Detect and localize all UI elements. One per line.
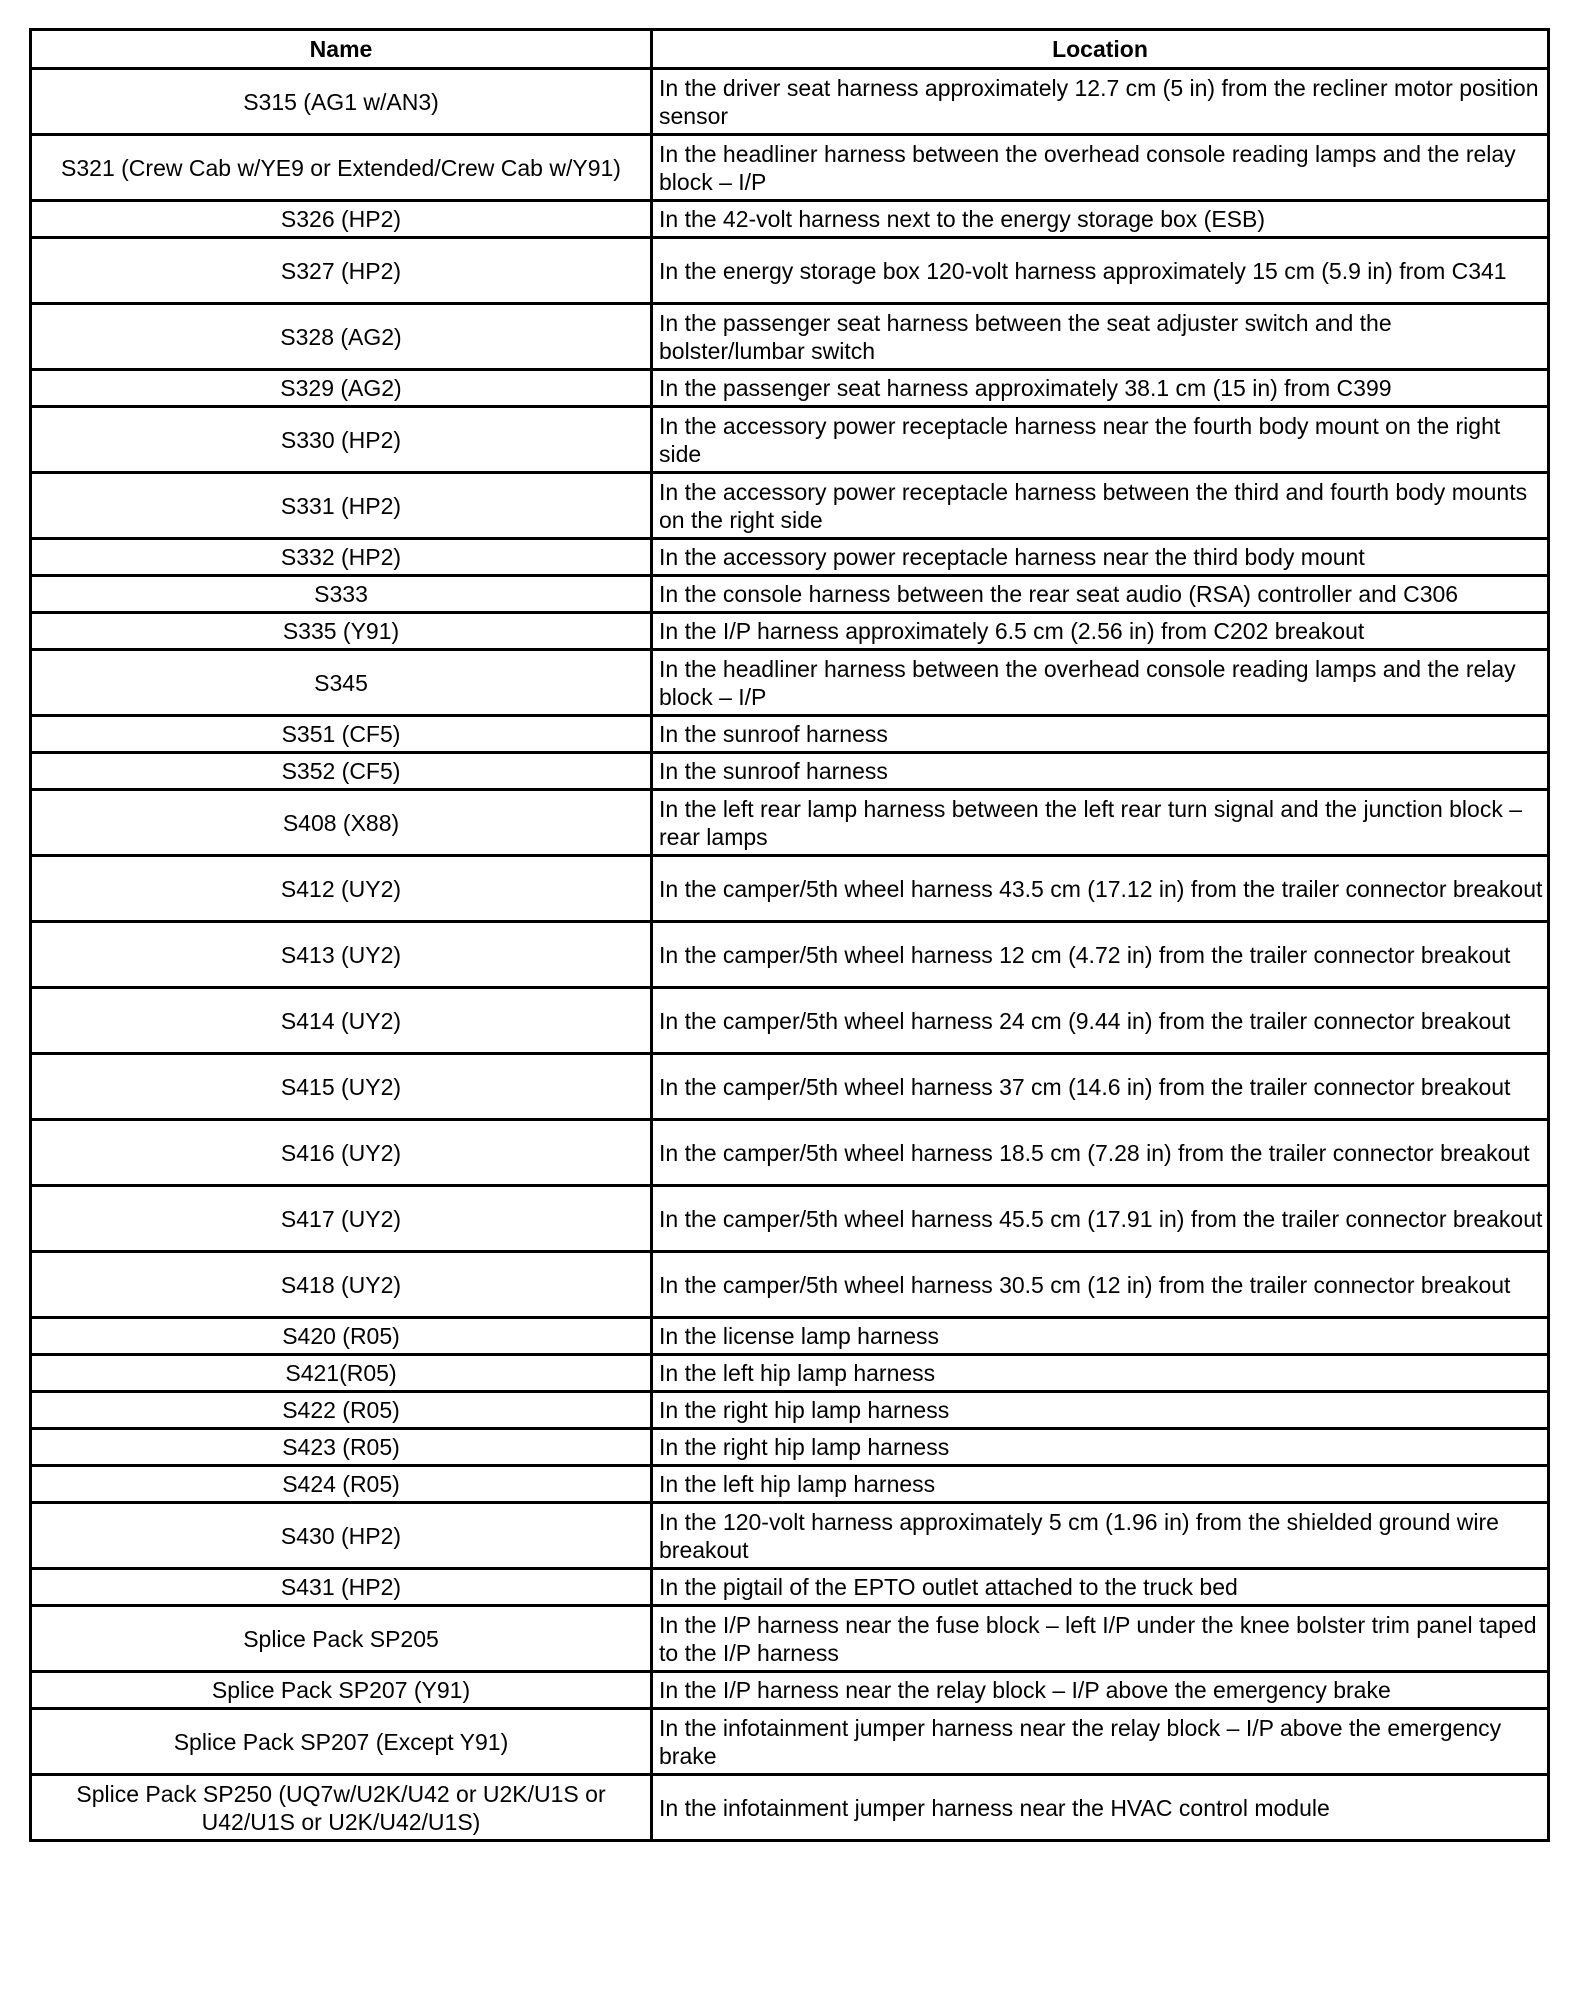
splice-name-cell: S328 (AG2)	[31, 304, 652, 370]
splice-location-cell: In the accessory power receptacle harness between the third and fourth body mounts on the right side	[652, 473, 1549, 539]
splice-location-cell: In the left hip lamp harness	[652, 1466, 1549, 1503]
splice-location-cell: In the passenger seat harness approximately 38.1 cm (15 in) from C399	[652, 370, 1549, 407]
table-row	[31, 856, 1549, 922]
splice-location-cell: In the right hip lamp harness	[652, 1392, 1549, 1429]
table-row	[31, 1054, 1549, 1120]
table-row	[31, 716, 1549, 753]
splice-location-cell: In the sunroof harness	[652, 716, 1549, 753]
splice-name-cell: S430 (HP2)	[31, 1503, 652, 1569]
splice-name-cell: S414 (UY2)	[31, 988, 652, 1054]
splice-location-cell: In the headliner harness between the overhead console reading lamps and the relay block – I/P	[652, 650, 1549, 716]
splice-name-cell: S412 (UY2)	[31, 856, 652, 922]
splice-location-cell: In the camper/5th wheel harness 12 cm (4.72 in) from the trailer connector breakout	[652, 922, 1549, 988]
table-row	[31, 370, 1549, 407]
splice-name-cell: S327 (HP2)	[31, 238, 652, 304]
splice-location-cell: In the infotainment jumper harness near the HVAC control module	[652, 1775, 1549, 1841]
splice-name-cell: Splice Pack SP207 (Y91)	[31, 1672, 652, 1709]
splice-location-cell: In the 120-volt harness approximately 5 cm (1.96 in) from the shielded ground wire breakout	[652, 1503, 1549, 1569]
splice-name-cell: Splice Pack SP207 (Except Y91)	[31, 1709, 652, 1775]
splice-name-cell: S415 (UY2)	[31, 1054, 652, 1120]
splice-location-cell: In the I/P harness approximately 6.5 cm (2.56 in) from C202 breakout	[652, 613, 1549, 650]
splice-name-cell: Splice Pack SP205	[31, 1606, 652, 1672]
splice-location-cell: In the headliner harness between the overhead console reading lamps and the relay block – I/P	[652, 135, 1549, 201]
table-row	[31, 1606, 1549, 1672]
splice-location-cell: In the camper/5th wheel harness 45.5 cm (17.91 in) from the trailer connector breakout	[652, 1186, 1549, 1252]
splice-location-cell: In the left rear lamp harness between the left rear turn signal and the junction block – rear lamps	[652, 790, 1549, 856]
splice-name-cell: S416 (UY2)	[31, 1120, 652, 1186]
splice-name-cell: S333	[31, 576, 652, 613]
table-row	[31, 473, 1549, 539]
table-row	[31, 1709, 1549, 1775]
splice-name-cell: S351 (CF5)	[31, 716, 652, 753]
table-row	[31, 1429, 1549, 1466]
table-row	[31, 1252, 1549, 1318]
table-row	[31, 753, 1549, 790]
table-row	[31, 407, 1549, 473]
splice-name-cell: S352 (CF5)	[31, 753, 652, 790]
table-row	[31, 1355, 1549, 1392]
splice-name-cell: S417 (UY2)	[31, 1186, 652, 1252]
splice-name-cell: Splice Pack SP250 (UQ7w/U2K/U42 or U2K/U1S or U42/U1S or U2K/U42/U1S)	[31, 1775, 652, 1841]
table-row	[31, 922, 1549, 988]
table-row	[31, 201, 1549, 238]
table-row	[31, 1318, 1549, 1355]
splice-name-cell: S413 (UY2)	[31, 922, 652, 988]
splice-location-cell: In the accessory power receptacle harness near the fourth body mount on the right side	[652, 407, 1549, 473]
splice-location-cell: In the license lamp harness	[652, 1318, 1549, 1355]
splice-location-cell: In the I/P harness near the fuse block – left I/P under the knee bolster trim panel taped to the I/P harness	[652, 1606, 1549, 1672]
column-header-location: Location	[652, 30, 1549, 69]
splice-name-cell: S423 (R05)	[31, 1429, 652, 1466]
splice-location-cell: In the passenger seat harness between the seat adjuster switch and the bolster/lumbar switch	[652, 304, 1549, 370]
table-header	[31, 30, 1549, 69]
splice-name-cell: S431 (HP2)	[31, 1569, 652, 1606]
table-row	[31, 135, 1549, 201]
table-row	[31, 613, 1549, 650]
splice-location-cell: In the sunroof harness	[652, 753, 1549, 790]
table-row	[31, 790, 1549, 856]
splice-name-cell: S345	[31, 650, 652, 716]
splice-name-cell: S335 (Y91)	[31, 613, 652, 650]
splice-name-cell: S408 (X88)	[31, 790, 652, 856]
splice-name-cell: S331 (HP2)	[31, 473, 652, 539]
splice-name-cell: S424 (R05)	[31, 1466, 652, 1503]
splice-name-cell: S418 (UY2)	[31, 1252, 652, 1318]
table-row	[31, 1120, 1549, 1186]
column-header-name: Name	[31, 30, 652, 69]
table-row	[31, 539, 1549, 576]
table-row	[31, 69, 1549, 135]
table-row	[31, 576, 1549, 613]
table-row	[31, 1186, 1549, 1252]
splice-location-cell: In the pigtail of the EPTO outlet attached to the truck bed	[652, 1569, 1549, 1606]
splice-name-cell: S422 (R05)	[31, 1392, 652, 1429]
table-row	[31, 650, 1549, 716]
splice-location-cell: In the left hip lamp harness	[652, 1355, 1549, 1392]
splice-location-cell: In the accessory power receptacle harness near the third body mount	[652, 539, 1549, 576]
splice-location-cell: In the console harness between the rear seat audio (RSA) controller and C306	[652, 576, 1549, 613]
splice-location-cell: In the infotainment jumper harness near the relay block – I/P above the emergency brake	[652, 1709, 1549, 1775]
splice-location-cell: In the camper/5th wheel harness 43.5 cm (17.12 in) from the trailer connector breakout	[652, 856, 1549, 922]
splice-name-cell: S315 (AG1 w/AN3)	[31, 69, 652, 135]
table-row	[31, 238, 1549, 304]
splice-name-cell: S421(R05)	[31, 1355, 652, 1392]
table-body	[31, 69, 1549, 1841]
splice-location-cell: In the I/P harness near the relay block – I/P above the emergency brake	[652, 1672, 1549, 1709]
splice-location-cell: In the 42-volt harness next to the energy storage box (ESB)	[652, 201, 1549, 238]
splice-name-cell: S420 (R05)	[31, 1318, 652, 1355]
splice-location-cell: In the camper/5th wheel harness 18.5 cm (7.28 in) from the trailer connector breakout	[652, 1120, 1549, 1186]
table-row	[31, 1775, 1549, 1841]
table-row	[31, 1569, 1549, 1606]
splice-location-cell: In the right hip lamp harness	[652, 1429, 1549, 1466]
table-row	[31, 1672, 1549, 1709]
splice-location-cell: In the camper/5th wheel harness 24 cm (9.44 in) from the trailer connector breakout	[652, 988, 1549, 1054]
splice-name-cell: S329 (AG2)	[31, 370, 652, 407]
splice-name-cell: S332 (HP2)	[31, 539, 652, 576]
splice-location-cell: In the energy storage box 120-volt harness approximately 15 cm (5.9 in) from C341	[652, 238, 1549, 304]
table-row	[31, 1392, 1549, 1429]
splice-location-cell: In the driver seat harness approximately 12.7 cm (5 in) from the recliner motor position sensor	[652, 69, 1549, 135]
table-row	[31, 1503, 1549, 1569]
splice-name-cell: S326 (HP2)	[31, 201, 652, 238]
splice-name-cell: S330 (HP2)	[31, 407, 652, 473]
splice-location-cell: In the camper/5th wheel harness 37 cm (14.6 in) from the trailer connector breakout	[652, 1054, 1549, 1120]
table-row	[31, 304, 1549, 370]
table-row	[31, 1466, 1549, 1503]
splice-location-cell: In the camper/5th wheel harness 30.5 cm (12 in) from the trailer connector breakout	[652, 1252, 1549, 1318]
splice-location-table	[29, 28, 1550, 1842]
header-row	[31, 30, 1549, 69]
table-row	[31, 988, 1549, 1054]
splice-name-cell: S321 (Crew Cab w/YE9 or Extended/Crew Cab w/Y91)	[31, 135, 652, 201]
